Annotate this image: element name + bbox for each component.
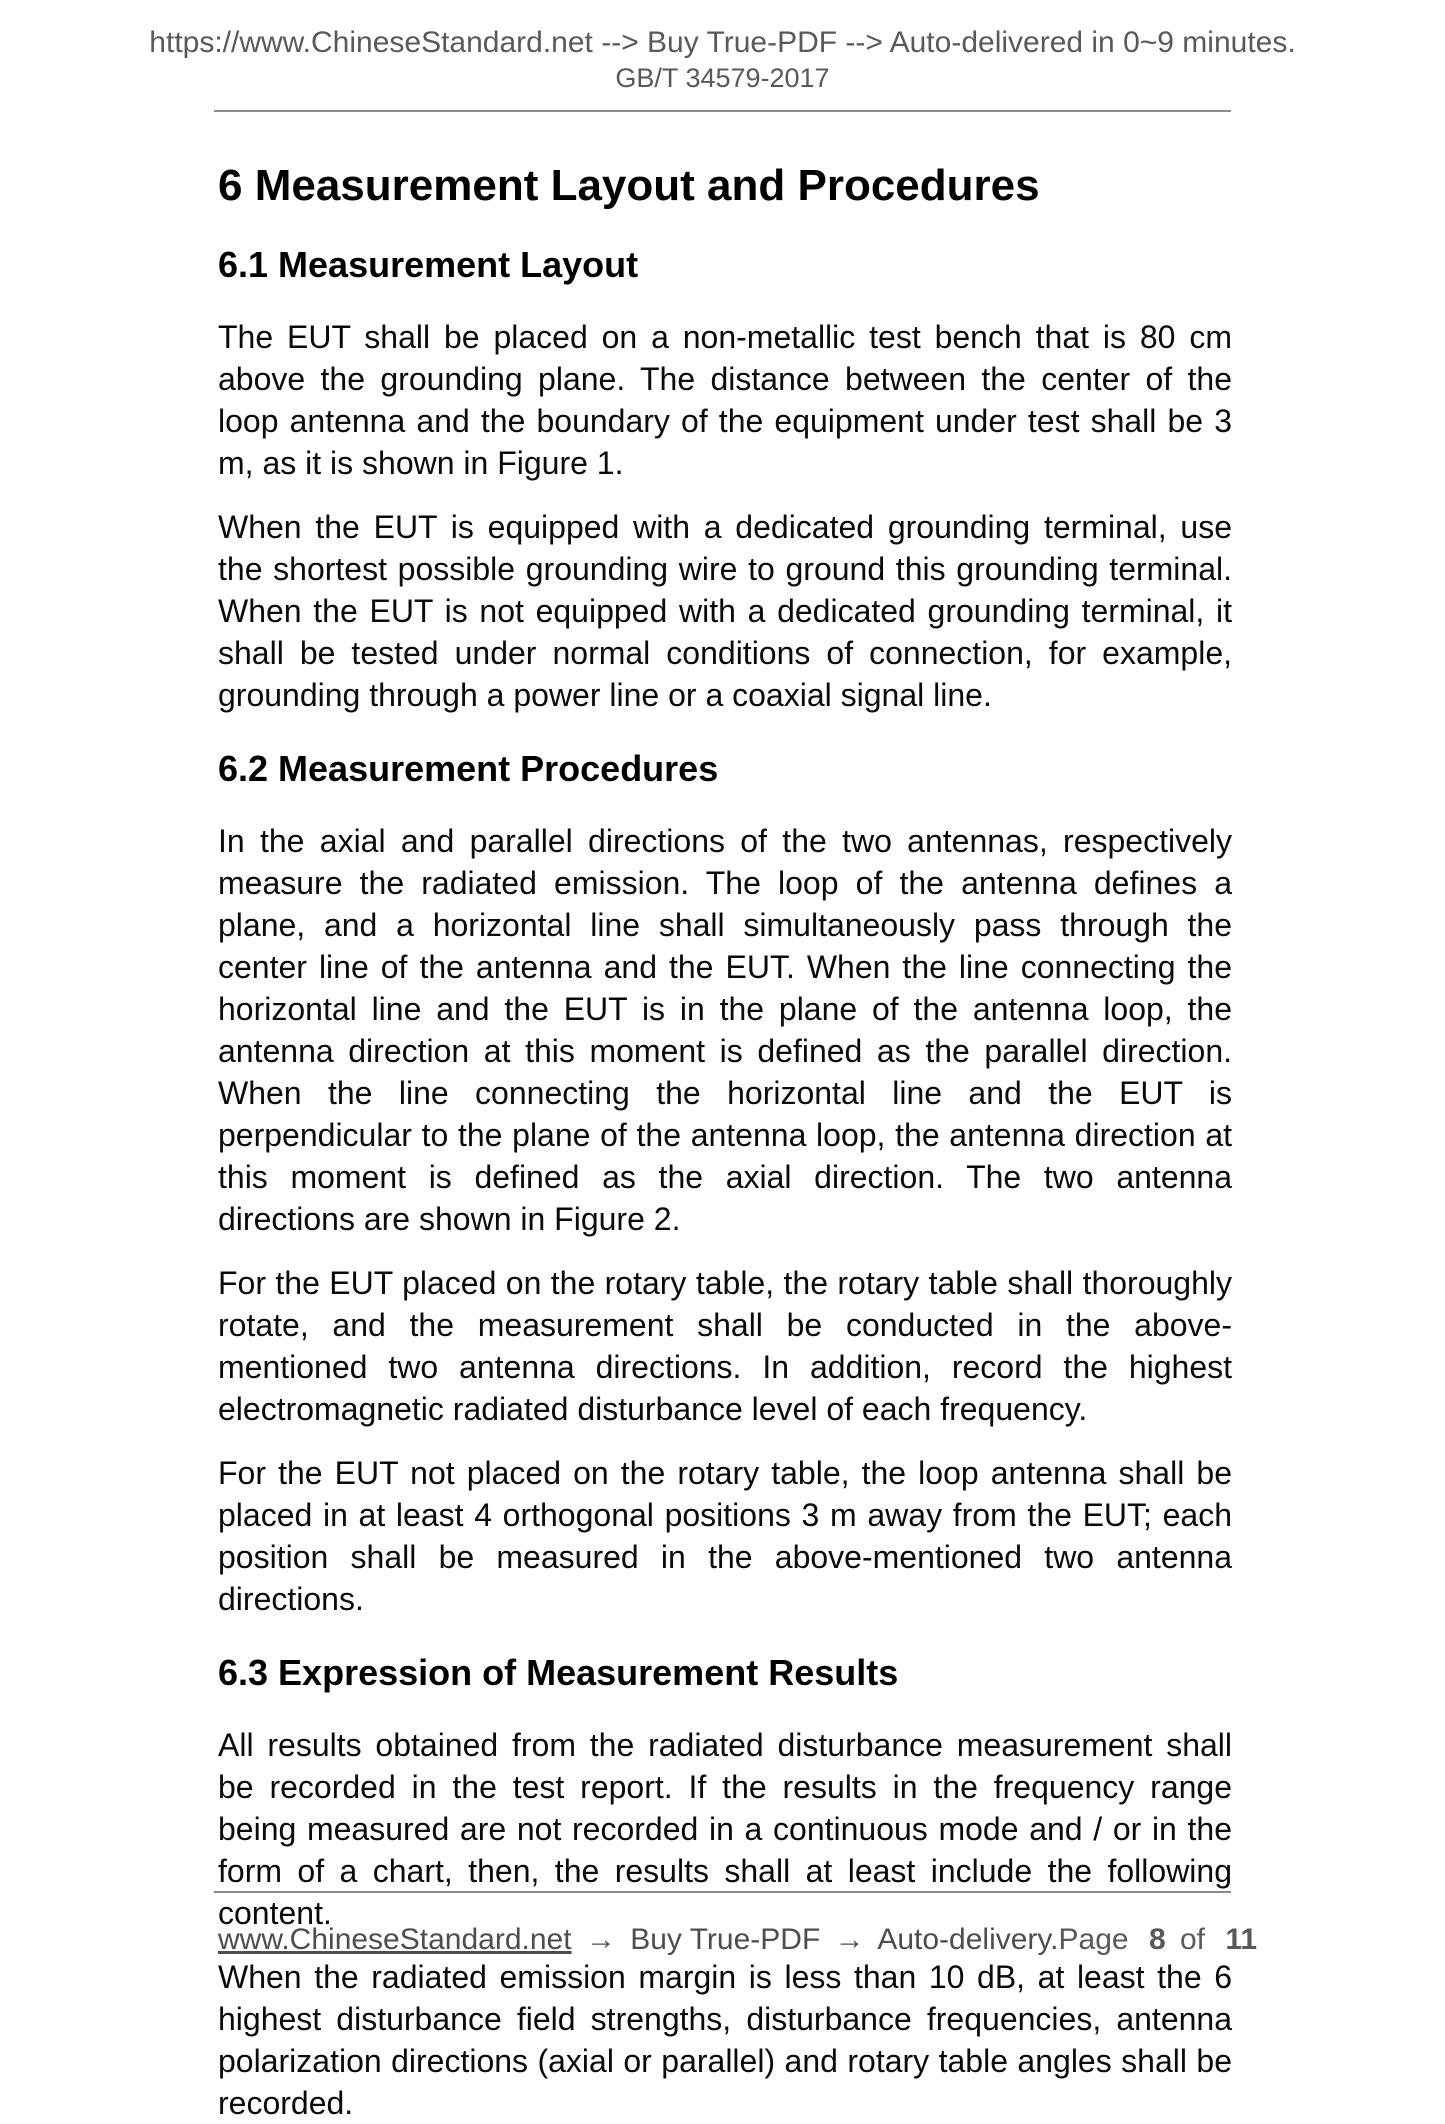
section-heading: 6.3 Expression of Measurement Results bbox=[218, 1652, 899, 1693]
arrow-right-icon: → bbox=[585, 1923, 616, 1956]
total-page-number: 11 bbox=[1225, 1923, 1258, 1956]
footer-buy-text: Buy True-PDF bbox=[630, 1923, 821, 1956]
chapter-title: 6 Measurement Layout and Procedures bbox=[218, 161, 1040, 210]
of-label: of bbox=[1179, 1923, 1205, 1956]
paragraph: All results obtained from the radiated disturbance measurement shall be recorded in the test report. If the results in the frequency range being measured are not recorded in a continuous mode and / or in the form of a chart, then, the results shall at least include the following content. bbox=[218, 1727, 1232, 1931]
page-label: Page bbox=[1058, 1923, 1129, 1956]
section-6-2 bbox=[218, 748, 1232, 1620]
footer-divider bbox=[214, 1891, 1231, 1893]
header-divider bbox=[214, 110, 1231, 112]
page-footer bbox=[0, 1891, 1445, 2044]
paragraph: For the EUT placed on the rotary table, the rotary table shall thoroughly rotate, and the measurement shall be conducted in the above-mentioned two antenna directions. In addition, record the highest electromagnetic radiated disturbance level of each frequency. bbox=[218, 1265, 1232, 1427]
section-6-3 bbox=[218, 1652, 1232, 2124]
footer-promo bbox=[218, 1923, 1059, 1957]
section-heading: 6.1 Measurement Layout bbox=[218, 244, 639, 285]
arrow-right-icon: → bbox=[834, 1923, 865, 1956]
paragraph: When the EUT is equipped with a dedicated grounding terminal, use the shortest possible grounding wire to ground this grounding terminal. When the EUT is not equipped with a dedicated grounding terminal, it shall be tested under normal conditions of connection, for example, grounding through a power line or a coaxial signal line. bbox=[218, 509, 1232, 713]
paragraph: For the EUT not placed on the rotary table, the loop antenna shall be placed in at least 4 orthogonal positions 3 m away from the EUT; each position shall be measured in the above-mentioned two antenna directions. bbox=[218, 1455, 1232, 1617]
paragraph: When the radiated emission margin is less than 10 dB, at least the 6 highest disturbance field strengths, disturbance frequencies, antenna polarization directions (axial or parallel) and rotary table angles shall be recorded. bbox=[218, 1959, 1232, 2121]
standard-number: GB/T 34579-2017 bbox=[615, 63, 830, 93]
header-url-banner: https://www.ChineseStandard.net --> Buy True-PDF --> Auto-delivered in 0~9 minutes. bbox=[149, 26, 1296, 59]
page-header bbox=[0, 0, 1445, 95]
paragraph: In the axial and parallel directions of the two antennas, respectively measure the radiated emission. The loop of the antenna defines a plane, and a horizontal line shall simultaneously pass through the center line of the antenna and the EUT. When the line connecting the horizontal line and the EUT is in the plane of the antenna loop, the antenna direction at this moment is defined as the parallel direction. When the line connecting the horizontal line and the EUT is perpendicular to the plane of the antenna loop, the antenna direction at this moment is defined as the axial direction. The two antenna directions are shown in Figure 2. bbox=[218, 823, 1232, 1237]
footer-delivery-text: Auto-delivery. bbox=[877, 1923, 1059, 1956]
section-heading: 6.2 Measurement Procedures bbox=[218, 748, 719, 789]
document-body bbox=[218, 160, 1232, 2124]
section-6-1 bbox=[218, 244, 1232, 716]
current-page-number: 8 bbox=[1148, 1923, 1166, 1956]
paragraph: The EUT shall be placed on a non-metallic test bench that is 80 cm above the grounding plane. The distance between the center of the loop antenna and the boundary of the equipment under test shall be 3 m, as it is shown in Figure 1. bbox=[218, 319, 1232, 481]
page-number-indicator bbox=[1059, 1923, 1344, 1957]
footer-website-link[interactable]: www.ChineseStandard.net bbox=[218, 1923, 572, 1956]
